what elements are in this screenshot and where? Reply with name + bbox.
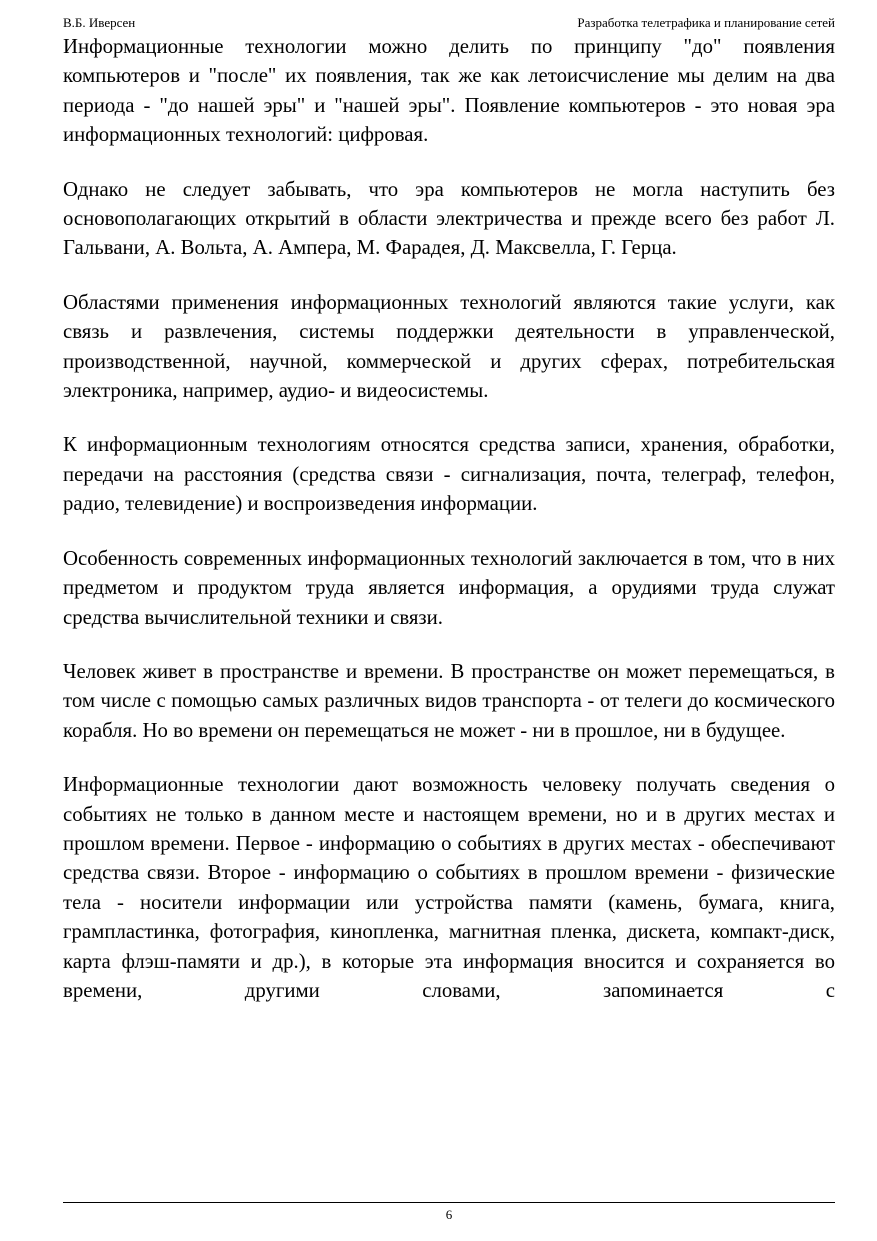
document-page: [63, 14, 835, 1229]
header-book-title: Разработка телетрафика и планирование сетей: [577, 15, 835, 30]
page-number: 6: [445, 1207, 453, 1222]
paragraph: Особенность современных информационных технологий заключается в том, что в них предметом и продуктом труда является информация, а орудиями труда служат средства вычислительной техники и связи.: [63, 546, 835, 629]
header-author: В.Б. Иверсен: [63, 15, 136, 30]
paragraph: Информационные технологии можно делить по принципу "до" появления компьютеров и "после" их появления, так же как летоисчисление мы делим на два периода - "до нашей эры" и "нашей эры". Появление компьютеров - это новая эра информационных технологий: цифровая.: [63, 35, 835, 147]
paragraph: К информационным технологиям относятся средства записи, хранения, обработки, передачи на расстояния (средства связи - сигнализация, почта, телеграф, телефон, радио, телевидение) и воспроизведения информации.: [63, 433, 835, 516]
body-text: [63, 32, 835, 1005]
paragraph: Областями применения информационных технологий являются такие услуги, как связь и развлечения, системы поддержки деятельности в управленческой, производственной, научной, коммерческой и других сферах, потребительская электроника, например, аудио- и видеосистемы.: [63, 290, 835, 403]
paragraph: Человек живет в пространстве и времени. В пространстве он может перемещаться, в том числе с помощью самых различных видов транспорта - от телеги до космического корабля. Но во времени он перемещаться не может - ни в прошлое, ни в будущее.: [63, 659, 835, 742]
paragraph: Однако не следует забывать, что эра компьютеров не могла наступить без основополагающих открытий в области электричества и прежде всего без работ Л. Гальвани, А. Вольта, А. Ампера, М. Фарадея, Д. Максвелла, Г. Герца.: [63, 177, 835, 260]
running-header: [63, 14, 835, 34]
footer-divider: [63, 1202, 835, 1203]
paragraph: Информационные технологии дают возможность человеку получать сведения о событиях не только в данном месте и настоящем времени, но и в других местах и прошлом времени. Первое - информацию о событиях в других местах - обеспечивают средства связи. Второе - информацию о событиях в прошлом времени - физические тела - носители информации или устройства памяти (камень, бумага, книга, грампластинка, фотография, кинопленка, магнитная пленка, дискета, компакт-диск, карта флэш-памяти и др.), в которые эта информация вносится и сохраняется во времени, другими словами, запоминается с: [63, 773, 835, 1002]
